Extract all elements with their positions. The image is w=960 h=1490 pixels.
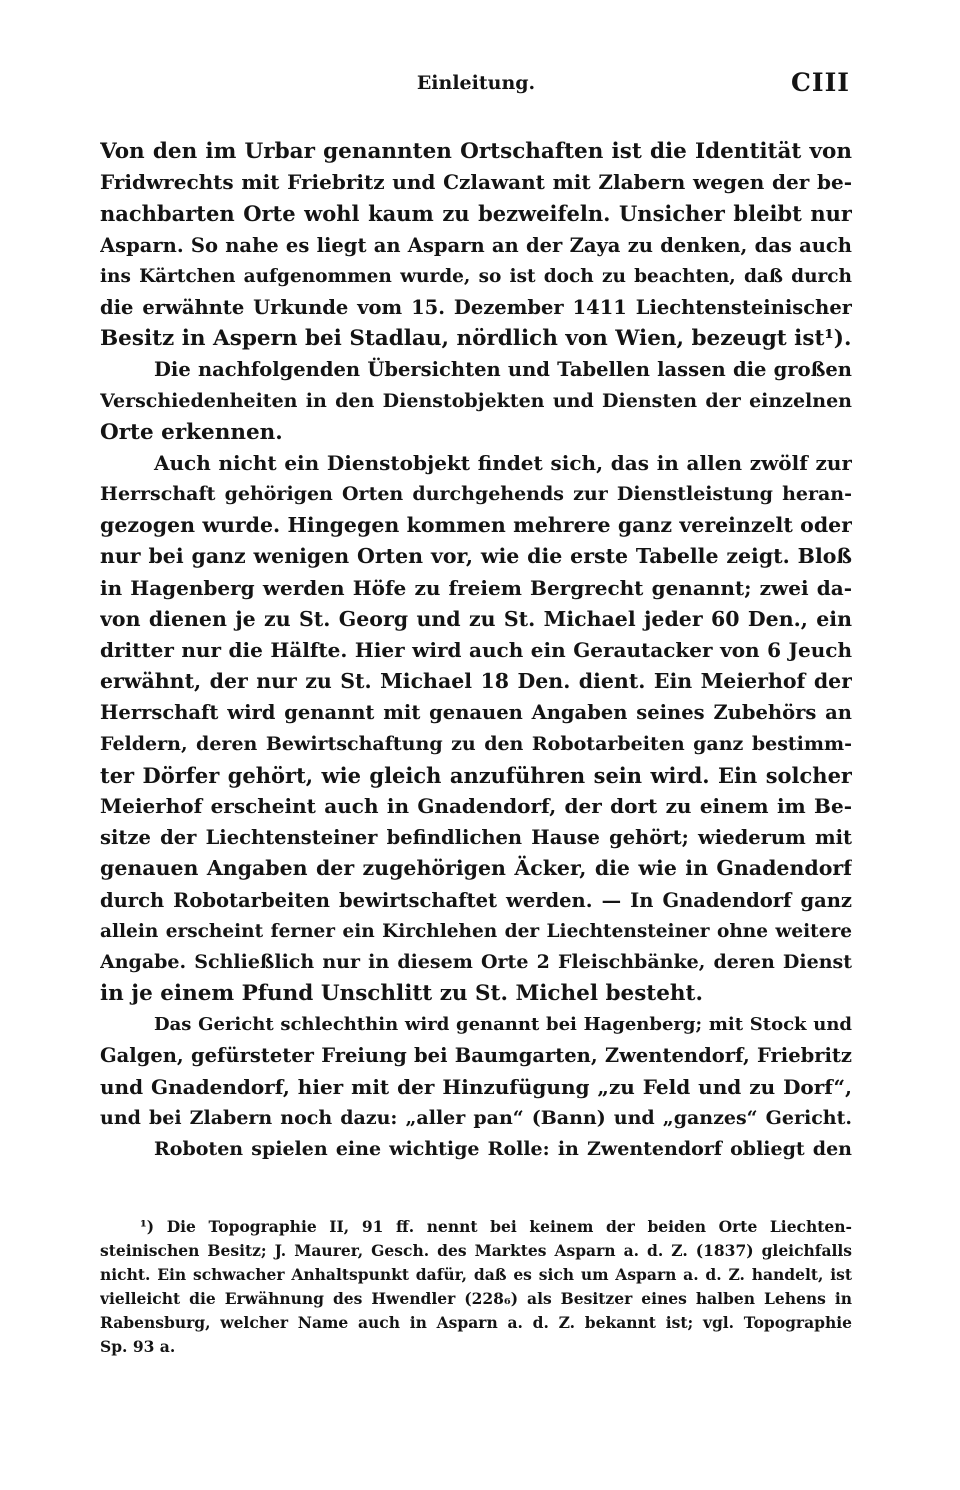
text-line: Von den im Urbar genannten Ortschaften ist die Identität von bbox=[100, 139, 852, 164]
footnote-line: steinischen Besitz; J. Maurer, Gesch. des Marktes Asparn a. d. Z. (1837) gleichfalls bbox=[100, 1241, 852, 1260]
text-line: und bei Zlabern noch dazu: „aller pan“ (Bann) und „ganzes“ Gericht. bbox=[100, 1106, 852, 1129]
text-line: Auch nicht ein Dienstobjekt findet sich, das in allen zwölf zur bbox=[154, 450, 852, 475]
text-line: ter Dörfer gehört, wie gleich anzuführen sein wird. Ein solcher bbox=[100, 762, 852, 788]
text-line: Herrschaft wird genannt mit genauen Angaben seines Zubehörs an bbox=[100, 701, 852, 725]
text-line: von dienen je zu St. Georg und zu St. Michael jeder 60 Den., ein bbox=[100, 606, 852, 631]
text-line: Asparn. So nahe es liegt an Asparn an der Zaya zu denken, das auch bbox=[100, 233, 852, 257]
text-line: Orte erkennen. bbox=[100, 419, 283, 445]
text-line: nachbarten Orte wohl kaum zu bezweifeln. Unsicher bleibt nur bbox=[100, 201, 852, 227]
running-header bbox=[100, 68, 852, 100]
page-number: CIII bbox=[791, 68, 850, 97]
text-line: allein erscheint ferner ein Kirchlehen der Liechtensteiner ohne weitere bbox=[100, 920, 852, 942]
footnote-line: Rabensburg, welcher Name auch in Asparn a. d. Z. bekannt ist; vgl. Topographie bbox=[100, 1313, 852, 1332]
text-line: Galgen, gefürsteter Freiung bei Baumgarten, Zwentendorf, Friebritz bbox=[100, 1044, 852, 1068]
text-line: Das Gericht schlechthin wird genannt bei Hagenberg; mit Stock und bbox=[154, 1014, 852, 1036]
text-line: in je einem Pfund Unschlitt zu St. Michel besteht. bbox=[100, 981, 703, 1007]
text-line: Fridwrechts mit Friebritz und Czlawant mit Zlabern wegen der be- bbox=[100, 170, 852, 195]
footnote-line: nicht. Ein schwacher Anhaltspunkt dafür, daß es sich um Asparn a. d. Z. handelt, ist bbox=[100, 1265, 852, 1284]
text-line: Roboten spielen eine wichtige Rolle: in Zwentendorf obliegt den bbox=[154, 1138, 852, 1160]
text-line: Verschiedenheiten in den Dienstobjekten und Diensten der einzelnen bbox=[100, 389, 852, 412]
footnotes bbox=[100, 1215, 852, 1359]
text-line: sitze der Liechtensteiner befindlichen Hause gehört; wiederum mit bbox=[100, 826, 852, 850]
text-line: nur bei ganz wenigen Orten vor, wie die erste Tabelle zeigt. Bloß bbox=[100, 544, 852, 569]
text-line: Herrschaft gehörigen Orten durchgehends zur Dienstleistung heran- bbox=[100, 483, 852, 506]
text-line: ins Kärtchen aufgenommen wurde, so ist doch zu beachten, daß durch bbox=[100, 265, 852, 287]
text-line: genauen Angaben der zugehörigen Äcker, die wie in Gnadendorf bbox=[100, 856, 852, 881]
text-line: Feldern, deren Bewirtschaftung zu den Robotarbeiten ganz bestimm- bbox=[100, 732, 852, 755]
footnote-line: ¹) Die Topographie II, 91 ff. nennt bei keinem der beiden Orte Liechten- bbox=[140, 1217, 852, 1236]
running-title: Einleitung. bbox=[416, 72, 536, 94]
text-line: Meierhof erscheint auch in Gnadendorf, der dort zu einem im Be- bbox=[100, 793, 852, 818]
text-line: gezogen wurde. Hingegen kommen mehrere ganz vereinzelt oder bbox=[100, 513, 852, 538]
text-line: die erwähnte Urkunde vom 15. Dezember 1411 Liechtensteinischer bbox=[100, 295, 852, 319]
text-line: in Hagenberg werden Höfe zu freiem Bergrecht genannt; zwei da- bbox=[100, 575, 852, 600]
footnote-line: vielleicht die Erwähnung des Hwendler (228₆) als Besitzer eines halben Lehens in bbox=[100, 1289, 852, 1308]
text-line: Angabe. Schließlich nur in diesem Orte 2 Fleischbänke, deren Dienst bbox=[100, 950, 852, 973]
text-line: dritter nur die Hälfte. Hier wird auch ein Gerautacker von 6 Jeuch bbox=[100, 638, 852, 662]
text-line: erwähnt, der nur zu St. Michael 18 Den. dient. Ein Meierhof der bbox=[100, 669, 852, 694]
text-line: durch Robotarbeiten bewirtschaftet werden. — In Gnadendorf ganz bbox=[100, 888, 852, 912]
text-line: Besitz in Aspern bei Stadlau, nördlich von Wien, bezeugt ist¹). bbox=[100, 326, 852, 352]
footnote-line: Sp. 93 a. bbox=[100, 1337, 176, 1356]
text-line: und Gnadendorf, hier mit der Hinzufügung „zu Feld und zu Dorf“, bbox=[100, 1074, 852, 1099]
text-line: Die nachfolgenden Übersichten und Tabellen lassen die großen bbox=[154, 358, 852, 382]
body-text bbox=[100, 136, 852, 1165]
